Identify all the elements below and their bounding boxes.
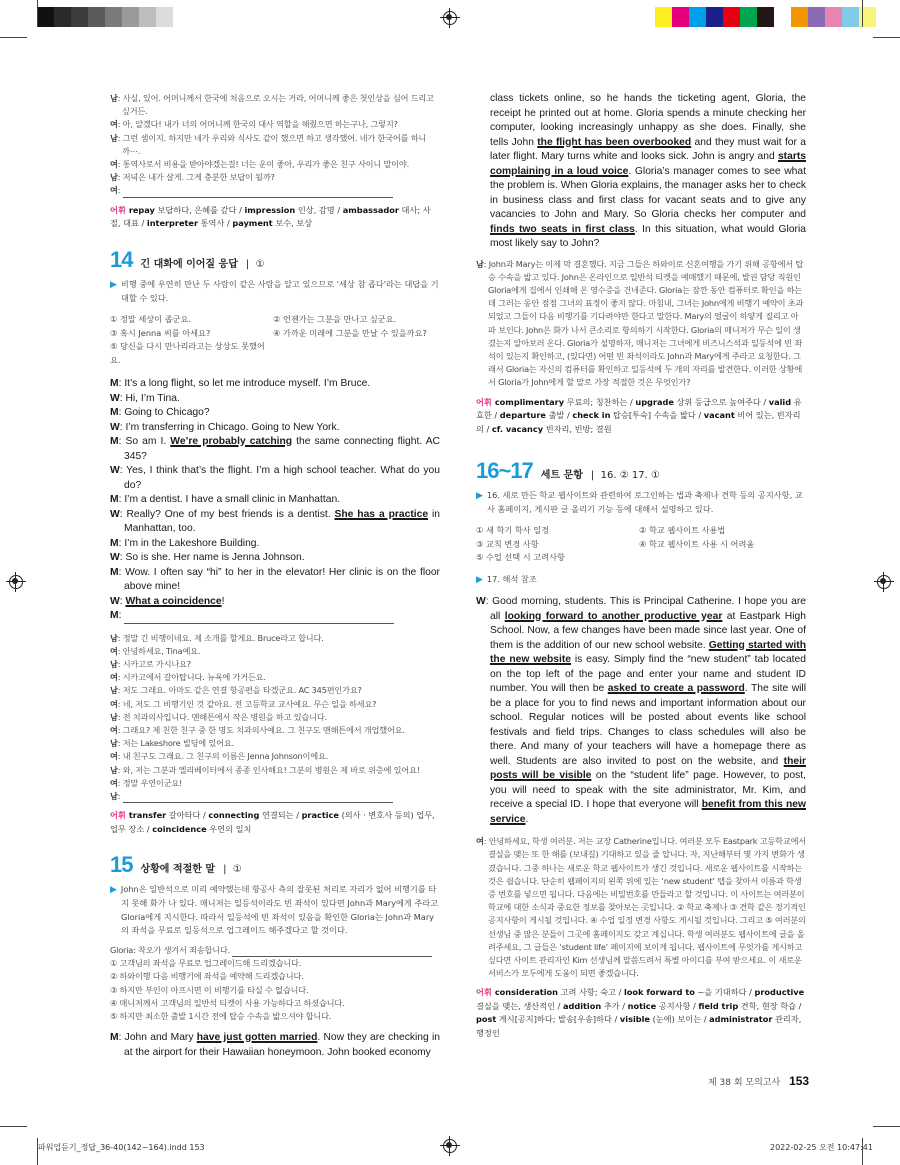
speaker-label: 남	[476, 258, 484, 269]
answer-option: ① 새 학기 학사 일정	[476, 525, 550, 536]
vocab-term: notice	[627, 1000, 657, 1011]
dialogue-line: W: Yes, I think that’s the flight. I’m a high school teacher. What do you do?	[110, 465, 440, 491]
line-text: !	[221, 595, 225, 607]
vocab-meaning: 무료의; 칭찬하는	[566, 396, 628, 407]
key-phrase: looking forward to another productive year	[504, 610, 723, 622]
color-swatch	[825, 7, 842, 27]
line-text: the same connecting flight. AC 345?	[124, 436, 440, 462]
speaker-label: 여	[110, 698, 118, 709]
dialogue-line: W: Really? One of my best friends is a dentist. She has a practice in Manhattan, too.	[110, 508, 440, 535]
line-text: John and Mary	[124, 1032, 197, 1044]
vocab-term: valid	[768, 396, 792, 407]
speaker-label: M	[110, 537, 119, 549]
answer-option: ⑤ 당신을 다시 만나리라고는 상상도 못했어요.	[110, 341, 265, 365]
speaker-label: 남	[110, 790, 118, 801]
speaker-label: M	[110, 1032, 119, 1044]
line-text: 정말 우연이군요!	[122, 777, 183, 788]
vocab-meaning: 비어 있는, 빈자리의	[476, 410, 801, 434]
vocab-meaning: 통역사	[200, 218, 225, 229]
color-bar-left	[37, 7, 173, 27]
line-text: 와, 저는 그분과 엘리베이터에서 종종 인사해요! 그분의 병원은 제 바로 위층에 있어요!	[122, 764, 420, 775]
dialogue-line: 여: 아, 알겠다! 내가 너의 어머니께 한국의 대사 역할을 해줬으면 하는구나, 그렇지?	[110, 119, 398, 130]
vocab-meaning: 탑승[투숙] 수속을 밟다	[613, 410, 696, 421]
line-text: 그래요? 제 친한 친구 중 한 명도 치과의사예요. 그 친구도 맨해튼에서 개업했어요.	[122, 724, 405, 735]
script-text: class tickets online, so he hands the ticketing agent, Gloria, the receipt he printed out at home. Gloria spends a minute checking her computer, looking increasingly unhappy as she does. Finally, she tells John	[490, 93, 806, 148]
dialogue-line: W: So is she. Her name is Jenna Johnson.	[110, 552, 305, 564]
crop-mark	[862, 0, 863, 27]
vocab-meaning: 공지사항	[658, 1000, 691, 1011]
answer-option: ③ 혹시 Jenna 씨를 아세요?	[110, 327, 211, 338]
color-swatch	[655, 7, 672, 27]
vocab-term: administrator	[709, 1014, 773, 1025]
color-swatch	[105, 7, 122, 27]
line-text: I’m a dentist. I have a small clinic in Manhattan.	[124, 494, 341, 506]
file-slug: 파워업듣기_정답_36-40(142~164).indd 153	[38, 1143, 205, 1152]
speaker-label: W	[110, 465, 120, 477]
q16-17-vocabulary: 어휘 consideration 고려 사항; 숙고 / look forward to ~을 기대하다 / productive 결실을 맺는, 생산적인 / addition 추가 / notice 공지사항 / field trip 견학, 현장 학습 / post 게시[공지]하다; 발송[우송]하다 / visible (눈에) 보이는 / administrator 관리자, 행정인	[476, 987, 805, 1038]
triangle-bullet-icon: ▶	[110, 885, 117, 896]
question-type: 상황에 적절한 말	[140, 864, 216, 876]
script-text: Good morning, students. This is Principal Catherine. I hope you are all	[490, 596, 806, 622]
vocab-term: addition	[562, 1000, 602, 1011]
triangle-bullet-icon: ▶	[476, 491, 483, 502]
vocab-term: visible	[619, 1014, 650, 1025]
answer-option: ② 하와이행 다음 비행기에 좌석을 예약해 드리겠습니다.	[110, 971, 304, 982]
q14-vocabulary: 어휘 transfer 갈아타다 / connecting 연결되는 / practice (의사 · 변호사 등의) 업무, 업무 장소 / coincidence 우연의 일치	[110, 810, 435, 834]
vocab-meaning: (눈에) 보이는	[652, 1014, 702, 1025]
speaker-label: 남	[110, 711, 118, 722]
triangle-bullet-icon: ▶	[476, 574, 483, 585]
vocab-label: 어휘	[476, 396, 492, 407]
speaker-label: W	[110, 508, 120, 520]
answer-option: ① 정말 세상이 좁군요.	[110, 314, 192, 325]
key-phrase: finds two seats in first class	[490, 223, 635, 235]
q15-explanation: ▶ John은 일반석으로 미리 예약했는데 항공사 측의 잘못된 처리로 자리가 없어 비행기를 타지 못해 화가 나 있다. 매니저는 일등석이라도 빈 좌석이 있다면 John과 Mary에게 주라고 Gloria에게 지시한다. 따라서 일등석에 빈 좌석이 있음을 확인한 Gloria는 John과 Mary의 좌석을 무료로 일등석으로 업그레이드 해주겠다고 할 것이다.	[110, 884, 439, 935]
speaker-label: M	[110, 566, 119, 578]
script-text: at Eastpark High School. Now, a few changes have been made since last year. One of them is the addition of our new school website.	[490, 610, 806, 651]
dialogue-line: M: So am I. We’re probably catching the same connecting flight. AC 345?	[110, 436, 440, 462]
speaker-label: 여	[476, 836, 484, 847]
q15-script-continued	[476, 92, 806, 252]
color-swatch	[757, 7, 774, 27]
line-text: Really? One of my best friends is a dentist.	[126, 508, 335, 520]
color-swatch	[842, 7, 859, 27]
color-swatch	[156, 7, 173, 27]
q16-explanation: ▶ 16. 새로 만든 학교 웹사이트와 관련하여 로그인하는 법과 축제나 견학 등의 공지사항, 교사 홈페이지, 게시판 글 올리기 기능 등에 대해서 설명하고 있다.	[476, 490, 803, 515]
color-swatch	[808, 7, 825, 27]
script-text: is easy. Simply find the “new student” tab located on the top left of the page and enter your name and student ID number. You will then be	[490, 654, 806, 695]
vocab-meaning: 결실을 맺는, 생산적인	[476, 1000, 555, 1011]
line-text: 내 친구도 그래요. 그 친구의 이름은 Jenna Johnson이에요.	[122, 751, 329, 762]
speaker-label: 남	[110, 172, 118, 183]
q15-script-start	[110, 1031, 440, 1060]
dialogue-line: M: I’m a dentist. I have a small clinic in Manhattan.	[110, 494, 341, 506]
script-text: . In this situation, what would Gloria most likely say to John?	[490, 223, 806, 249]
speaker-label: M	[110, 494, 119, 506]
dialogue-line: M: I’m in the Lakeshore Building.	[110, 537, 260, 549]
color-swatch	[88, 7, 105, 27]
q17-explanation: ▶ 17. 해석 참조	[476, 573, 537, 585]
vocab-term: check in	[572, 410, 611, 421]
line-text: 정말 긴 비행이네요. 제 소개를 할게요. Bruce라고 합니다.	[122, 632, 324, 643]
vocab-term: repay	[128, 204, 155, 215]
speaker-label: 여	[110, 672, 118, 683]
dialogue-line: 남: 와, 저는 그분과 엘리베이터에서 종종 인사해요! 그분의 병원은 제 바로 위층에 있어요!	[110, 764, 420, 775]
color-swatch	[139, 7, 156, 27]
q16-17-script: W: Good morning, students. This is Principal Catherine. I hope you are all looking forward to another productive year at Eastpark High School. Now, a few changes have been made since last year. One of them is the addition of our new school website. Getting started with the new website is easy. Simply find the “new student” tab located on the top left of the page and enter your name and student ID number. You will then be asked to create a password. The site will be a place for you to find news and important information about our school. Regular notices will be posted about events like school festivals and field trips. Changes to class schedules will also be there. And many of your teachers will have a homepage there as well. Students are also invited to post on the website, and their posts will be visible on the “student life” page. However, to post, you will need to speak with the site administrator, Mr. Kim, and receive a special ID. I hope that everyone will benefit from this new service.	[476, 596, 807, 825]
line-text: . Now they are checking in at the airport for their Hawaiian honeymoon. John booked economy	[124, 1032, 440, 1058]
vocab-term: productive	[754, 987, 805, 998]
line-text: Going to Chicago?	[124, 407, 210, 419]
answer-option: ④ 가까운 미래에 그분을 만날 수 있을까요?	[273, 327, 427, 338]
answer-option: ⑤ 수업 선택 시 고려사항	[476, 552, 565, 563]
vocab-meaning: 대사; 사절, 대표	[110, 204, 431, 229]
vocab-term: departure	[499, 410, 546, 421]
line-text: 네, 저도 그 비행기인 것 같아요. 전 고등학교 교사예요. 무슨 일을 하세요?	[122, 698, 377, 709]
speaker-label: M	[110, 610, 119, 622]
vocab-meaning: 상위 등급으로 높여주다	[676, 396, 761, 407]
speaker-label: 남	[110, 764, 118, 775]
q15-options	[110, 957, 440, 1023]
crop-mark	[0, 1126, 27, 1127]
key-phrase: She has a practice	[334, 508, 429, 520]
vocab-meaning: 빈자리, 빈방; 결원	[545, 423, 612, 434]
speaker-label: 남	[110, 685, 118, 696]
line-text: 저는 Lakeshore 빌딩에 있어요.	[122, 738, 234, 749]
key-phrase: their posts will be visible	[490, 755, 806, 782]
script-text: on the “student life” page. However, to post, you will need to speak with the site administrator, Mr. Kim, and receive a special ID. I hope that everyone will	[490, 770, 806, 811]
vocab-meaning: (의사 · 변호사 등의) 업무, 업무 장소	[110, 810, 435, 834]
line-text: So am I.	[125, 436, 171, 448]
line-text: 아, 알겠다! 내가 너의 어머니께 한국의 대사 역할을 해줬으면 하는구나, 그렇지?	[122, 119, 398, 130]
dialogue-line: 여: 네, 저도 그 비행기인 것 같아요. 전 고등학교 교사예요. 무슨 일을 하세요?	[110, 698, 377, 709]
line-text: 시카고로 가시나요?	[122, 658, 191, 669]
speaker-label: W	[110, 392, 120, 404]
key-phrase: have just gotten married	[196, 1032, 318, 1044]
key-phrase: Getting started with the new website	[490, 639, 806, 666]
question-number: 14	[110, 246, 133, 272]
speaker-label: M	[110, 378, 119, 390]
question-number: 15	[110, 852, 133, 878]
answer-blank	[124, 613, 394, 624]
vocab-meaning: 연결되는	[261, 810, 294, 821]
print-timestamp: 2022-02-25 오전 10:47:41	[770, 1143, 873, 1152]
crop-mark	[873, 1126, 900, 1127]
q13-vocabulary: 어휘 repay 보답하다, 은혜를 갚다 / impression 인상, 감명 / ambassador 대사; 사절, 대표 / interpreter 통역사 / payment 보수, 보상	[110, 204, 431, 229]
line-text: in Manhattan, too.	[124, 508, 440, 535]
dialogue-line: 여: 그래요? 제 친한 친구 중 한 명도 치과의사예요. 그 친구도 맨해튼에서 개업했어요.	[110, 724, 405, 735]
exam-label: 제 38 회 모의고사	[708, 1078, 781, 1088]
triangle-bullet-icon: ▶	[110, 279, 117, 290]
key-phrase: We’re probably catching	[170, 436, 293, 448]
speaker-label: 남	[110, 658, 118, 669]
vocab-term: vacant	[703, 410, 735, 421]
dialogue-line: 남: 시카고로 가시나요?	[110, 658, 191, 669]
speaker-label: 남	[110, 738, 118, 749]
q13-korean-translation	[110, 92, 440, 198]
page-footer	[708, 1074, 809, 1088]
color-swatch	[706, 7, 723, 27]
dialogue-line: 여: 시카고에서 갈아탑니다. 뉴욕에 가거든요.	[110, 672, 266, 683]
q15-korean-translation	[476, 258, 806, 390]
line-text: It’s a long flight, so let me introduce myself. I’m Bruce.	[124, 378, 371, 390]
vocab-term: cf. vacancy	[491, 423, 544, 434]
q14-dialogue	[110, 377, 440, 624]
line-text: So is she. Her name is Jenna Johnson.	[125, 552, 305, 564]
vocab-meaning: 우연의 일치	[209, 823, 252, 834]
dialogue-line: M: It’s a long flight, so let me introduce myself. I’m Bruce.	[110, 378, 371, 390]
vocab-term: upgrade	[635, 396, 674, 407]
script-text: . The site will be a place for you to find news and important information about our school. Regular notices will be posted about events like school festivals and field trips. Changes to class schedules will also be there. And many of your teachers will have a homepage there as well. Students are also invited to post on the website, and	[490, 683, 807, 767]
line-text: Yes, I think that’s the flight. I’m a high school teacher. What do you do?	[124, 465, 440, 491]
speaker-label: 여	[110, 119, 118, 130]
speaker-label: 여	[110, 724, 118, 735]
vocab-label: 어휘	[476, 987, 492, 998]
vocab-meaning: 인상, 감명	[297, 204, 335, 215]
vocab-meaning: ~을 기대하다	[697, 987, 747, 998]
dialogue-line: W: Hi, I’m Tina.	[110, 392, 180, 404]
dialogue-line: 남: 그런 셈이지. 하지만 네가 우리와 식사도 같이 했으면 하고 생각했어. 네가 한국어를 하니까⋯.	[110, 132, 427, 156]
dialogue-line: 남: 저는 Lakeshore 빌딩에 있어요.	[110, 738, 234, 749]
answer-option: ② 학교 웹사이트 사용법	[639, 525, 726, 536]
question-type: 세트 문항	[540, 470, 583, 482]
dialogue-line: 여: 안녕하세요, Tina예요.	[110, 645, 201, 656]
dialogue-line: M:	[110, 609, 440, 624]
vocab-meaning: 유효한	[476, 396, 802, 421]
vocab-meaning: 관리자, 행정인	[476, 1014, 802, 1038]
q15-prompt: Gloria: 착오가 생겨서 죄송합니다.	[110, 944, 440, 957]
speaker-label: 여	[110, 777, 118, 788]
line-text: I’m in the Lakeshore Building.	[124, 537, 260, 549]
speaker-label: 여	[110, 645, 118, 656]
crop-mark	[873, 37, 900, 38]
answer-option: ② 언젠가는 그분을 만나고 싶군요.	[273, 314, 397, 325]
color-swatch	[723, 7, 740, 27]
page-number: 153	[789, 1074, 810, 1088]
speaker-label: 여	[110, 159, 118, 170]
q16-options	[476, 524, 806, 565]
key-phrase: starts complaining in a loud voice	[490, 151, 806, 177]
dialogue-line: 남:	[110, 790, 440, 803]
line-text: Wow. I often say “hi” to her in the elevator! Her clinic is on the floor above mine!	[124, 566, 440, 593]
dialogue-line: 남: 정말 긴 비행이네요. 제 소개를 할게요. Bruce라고 합니다.	[110, 632, 324, 643]
line-text: 사실, 있어. 어머니께서 한국에 처음으로 오시는 거라, 어머니께 좋은 첫인상을 심어 드리고 싶거든.	[122, 93, 434, 117]
speaker-label: 남	[110, 632, 118, 643]
vocab-term: impression	[244, 204, 296, 215]
q15-heading	[110, 852, 440, 878]
line-text: I’m transferring in Chicago. Going to New York.	[125, 421, 340, 433]
left-column	[110, 92, 440, 1060]
q16-17-korean-translation	[476, 835, 806, 980]
color-bar-right	[655, 7, 876, 27]
speaker-label: W	[110, 421, 120, 433]
speaker-label: 여	[110, 751, 118, 762]
answer-blank	[123, 187, 393, 198]
registration-mark-left	[6, 572, 26, 592]
speaker-label: W	[110, 595, 120, 607]
speaker-label: M	[110, 436, 119, 448]
vocab-meaning: 보답하다, 은혜를 갚다	[157, 204, 237, 215]
question-number: 16~17	[476, 458, 533, 484]
line-text: 안녕하세요, Tina예요.	[122, 645, 201, 656]
vocab-meaning: 견학, 현장 학습	[740, 1000, 797, 1011]
question-type: 긴 대화에 이어질 응답	[140, 258, 238, 270]
script-text: . Gloria’s manager comes to see what the problem is. When Gloria explains, the manager asks her to check in business class and first class for vacant seats and to give any vacancies to John and Mary. So Gloria checks her computer and	[490, 165, 806, 220]
vocab-label: 어휘	[110, 810, 126, 821]
answer-option: ④ 학교 웹사이트 사용 시 어려움	[639, 538, 755, 549]
dialogue-line: W: I’m transferring in Chicago. Going to New York.	[110, 421, 340, 433]
speaker-label: 남	[110, 93, 118, 103]
speaker-label: M	[110, 407, 119, 419]
line-text: Hi, I’m Tina.	[125, 392, 180, 404]
registration-mark-right	[874, 572, 894, 592]
color-swatch	[689, 7, 706, 27]
vocab-meaning: 출발	[548, 410, 565, 421]
dialogue-line: 남: 전 치과의사입니다. 맨해튼에서 작은 병원을 하고 있습니다.	[110, 711, 327, 722]
vocab-meaning: 보수, 보상	[275, 218, 313, 229]
answer-option: ① 고객님의 좌석을 무료로 업그레이드해 드리겠습니다.	[110, 958, 302, 969]
key-phrase: the flight has been overbooked	[537, 136, 692, 148]
vocab-label: 어휘	[110, 204, 126, 215]
key-phrase: benefit from this new service	[490, 799, 806, 825]
translation-paragraph: 여: 안녕하세요, 학생 여러분. 저는 교장 Catherine입니다. 여러분 모두 Eastpark 고등학교에서 결실을 맺는 또 한 해를 (보내길) 기대하고 있을 줄 압니다. 자, 지난해부터 몇 가지 변화가 생겼습니다. 그중 하나는 새로운 학교 웹사이트가 생긴 것입니다. 새로운 웹사이트를 시작하는 것은 쉽습니다. 단순히 웹페이지의 왼쪽 위에 있는 ‘new student’ 탭을 찾아서 이름과 학생증 번호를 넣으면 됩니다. 다음에는 비밀번호를 만들라고 할 것입니다. 이 사이트는 여러분이 학교에 대한 소식과 중요한 정보를 찾아보는 곳입니다. ② 학교 축제나 ③ 견학 같은 정기적인 공지사항이 게시될 것입니다. ④ 수업 일정 변경 사항도 게시될 것입니다. 그리고 ⑤ 여러분의 선생님 중 많은 분들이 그곳에 홈페이지도 갖고 계십니다. 학생 여러분도 웹사이트에 글을 올려주세요, 그 글들은 ‘student life’ 페이지에 보이게 됩니다. 웹사이트에 무엇가를 게시하고 싶다면 사이트 관리자인 Kim 선생님께 말씀드려서 특별 아이디를 부여 받으세요. 이 새로운 서비스가 모두에게 도움이 되면 좋겠습니다.	[476, 836, 807, 979]
vocab-term: post	[476, 1014, 497, 1025]
color-swatch	[71, 7, 88, 27]
dialogue-line: 남: 저도 그래요. 아마도 같은 연결 항공편을 타겠군요. AC 345편인가요?	[110, 685, 362, 696]
vocab-term: practice	[301, 810, 339, 821]
key-phrase: asked to create a password	[607, 683, 745, 695]
vocab-term: transfer	[128, 810, 167, 821]
dialogue-line: M: Wow. I often say “hi” to her in the elevator! Her clinic is on the floor above mine!	[110, 566, 440, 593]
answer-blank	[123, 792, 393, 803]
q14-heading	[110, 247, 440, 273]
color-swatch	[740, 7, 757, 27]
registration-mark-top	[440, 8, 460, 28]
dialogue-line: 여: 내 친구도 그래요. 그 친구의 이름은 Jenna Johnson이에요.	[110, 751, 329, 762]
line-text: 저도 그래요. 아마도 같은 연결 항공편을 타겠군요. AC 345편인가요?	[122, 685, 362, 696]
vocab-term: coincidence	[152, 823, 207, 834]
dialogue-line: 여:	[110, 184, 440, 197]
vocab-meaning: 갈아타다	[168, 810, 201, 821]
vocab-term: ambassador	[342, 204, 399, 215]
vocab-meaning: 추가	[603, 1000, 620, 1011]
q14-korean-translation	[110, 632, 440, 804]
color-swatch	[791, 7, 808, 27]
crop-mark	[37, 0, 38, 27]
answer-key: | ①	[223, 864, 242, 876]
vocab-term: payment	[232, 218, 273, 229]
q15-vocabulary: 어휘 complimentary 무료의; 칭찬하는 / upgrade 상위 등급으로 높여주다 / valid 유효한 / departure 출발 / check in 탑승[투숙] 수속을 밟다 / vacant 비어 있는, 빈자리의 / cf. vacancy 빈자리, 빈방; 결원	[476, 396, 802, 434]
answer-key: | 16. ② 17. ①	[590, 470, 660, 482]
answer-option: ③ 하지만 부인이 아프시면 이 비행기를 타실 수 없습니다.	[110, 984, 309, 995]
answer-option: ④ 매니저께서 고객님의 일반석 티켓이 사용 가능하다고 하셨습니다.	[110, 997, 345, 1008]
q14-options	[110, 313, 440, 367]
color-swatch	[37, 7, 54, 27]
color-swatch	[54, 7, 71, 27]
line-text: 그런 셈이지. 하지만 네가 우리와 식사도 같이 했으면 하고 생각했어. 네가 한국어를 하니까⋯.	[122, 132, 427, 156]
answer-key: | ①	[245, 258, 265, 270]
q16-17-heading	[476, 458, 806, 484]
line-text: 저녁은 내가 살게. 그게 충분한 보답이 될까?	[122, 172, 275, 183]
vocab-term: look forward to	[623, 987, 695, 998]
key-phrase: What a coincidence	[125, 595, 222, 607]
vocab-term: consideration	[494, 987, 558, 998]
answer-option: ⑤ 하지만 최소한 출발 1시간 전에 탑승 수속을 밟으셔야 합니다.	[110, 1011, 332, 1021]
dialogue-line: M: Going to Chicago?	[110, 407, 210, 419]
answer-option: ③ 교칙 변경 사항	[476, 538, 539, 549]
color-swatch	[672, 7, 689, 27]
vocab-term: connecting	[208, 810, 260, 821]
color-swatch	[774, 7, 791, 27]
speaker-label: 여	[110, 185, 118, 196]
crop-mark	[0, 37, 27, 38]
script-text: .	[525, 813, 529, 825]
translation-text: John과 Mary는 이제 막 결혼했다. 지금 그들은 하와이로 신혼여행을 가기 위해 공항에서 탑승 수속을 밟고 있다. John은 온라인으로 일반석 티켓을 예매했기 때문에, 발권 담당 직원인 Gloria에게 집에서 인쇄해 온 영수증을 건네준다. Gloria는 잠깐 동안 컴퓨터로 확인을 하는데 그러는 동안 점점 그녀의 표정이 좋지 않다. 마침내, 그녀는 John에게 비행기 예약이 초과되었고 그들이 다음 비행기를 기다려야만 한다고 말한다. Mary의 얼굴이 하얗게 질리고 아파 보인다. John은 화가 나서 큰소리로 항의하기 시작한다. Gloria의 매니저가 무슨 일이 생겼는지 알아보러 온다. Gloria가 설명하자, 매니저는 그녀에게 비즈니스석과 일등석에 빈 좌석이 있는지 확인하고, (있다면) 어떤 빈 좌석이라도 John과 Mary에게 주라고 요청한다. 그래서 Gloria는 자신의 컴퓨터를 확인하고 일등석에 두 개의 자리를 발견한다. 이러한 상황에서 Gloria가 John에게 할 말로 가장 적절한 것은 무엇인가?	[488, 258, 804, 388]
line-text: 통역사로서 비용을 받아야겠는걸! 너는 운이 좋아, 우리가 좋은 친구 사이니 말이야.	[122, 159, 410, 170]
speaker-label: W	[110, 552, 120, 564]
q14-explanation: ▶ 비행 중에 우연히 만난 두 사람이 같은 사람을 알고 있으므로 '세상 참 좁다'라는 대답을 기대할 수 있다.	[110, 278, 439, 303]
vocab-term: complimentary	[494, 396, 565, 407]
dialogue-line: 여: 정말 우연이군요!	[110, 777, 183, 788]
vocab-term: field trip	[698, 1000, 739, 1011]
speaker-label: 남	[110, 132, 118, 143]
vocab-meaning: 게시[공지]하다; 발송[우송]하다	[498, 1014, 612, 1025]
dialogue-line: 남: 저녁은 내가 살게. 그게 충분한 보답이 될까?	[110, 172, 275, 183]
registration-mark-bottom	[440, 1136, 460, 1156]
translation-paragraph: 남: John과 Mary는 이제 막 결혼했다. 지금 그들은 하와이로 신혼여행을 가기 위해 공항에서 탑승 수속을 밟고 있다. John은 온라인으로 일반석 티켓을 예매했기 때문에, 발권 담당 직원인 Gloria에게 집에서 인쇄해 온 영수증을 건네준다. Gloria는 잠깐 동안 컴퓨터로 확인을 하는데 그러는 동안 점점 그녀의 표정이 좋지 않다. 마침내, 그녀는 John에게 비행기 예약이 초과되었고 그들이 다음 비행기를 기다려야만 한다고 말한다. Mary의 얼굴이 하얗게 질리고 아파 보인다. John은 화가 나서 큰소리로 항의하기 시작한다. Gloria의 매니저가 무슨 일이 생겼는지 알아보러 온다. Gloria가 설명하자, 매니저는 그녀에게 비즈니스석과 일등석에 빈 좌석이 있는지 확인하고, (있다면) 어떤 빈 좌석이라도 John과 Mary에게 주라고 요청한다. 그래서 Gloria는 자신의 컴퓨터를 확인하고 일등석에 두 개의 자리를 발견한다. 이러한 상황에서 Gloria가 John에게 할 말로 가장 적절한 것은 무엇인가?	[476, 258, 804, 388]
vocab-term: interpreter	[146, 218, 199, 229]
translation-text: 안녕하세요, 학생 여러분. 저는 교장 Catherine입니다. 여러분 모두 Eastpark 고등학교에서 결실을 맺는 또 한 해를 (보내길) 기대하고 있을 줄 압니다. 자, 지난해부터 몇 가지 변화가 생겼습니다. 그중 하나는 새로운 학교 웹사이트가 생긴 것입니다. 새로운 웹사이트를 시작하는 것은 쉽습니다. 단순히 웹페이지의 왼쪽 위에 있는 ‘new student’ 탭을 찾아서 이름과 학생증 번호를 넣으면 됩니다. 다음에는 비밀번호를 만들라고 할 것입니다. 이 사이트는 여러분이 학교에 대한 소식과 중요한 정보를 찾아보는 곳입니다. ② 학교 축제나 ③ 견학 같은 정기적인 공지사항이 게시될 것입니다. ④ 수업 일정 변경 사항도 게시될 것입니다. 그리고 ⑤ 여러분의 선생님 중 많은 분들이 그곳에 홈페이지도 갖고 계십니다. 학생 여러분도 웹사이트에 글을 올려주세요, 그 글들은 ‘student life’ 페이지에 보이게 됩니다. 웹사이트에 무엇가를 게시하고 싶다면 사이트 관리자인 Kim 선생님께 말씀드려서 특별 아이디를 부여 받으세요. 이 새로운 서비스가 모두에게 도움이 되면 좋겠습니다.	[488, 836, 807, 979]
dialogue-line: 여: 통역사로서 비용을 받아야겠는걸! 너는 운이 좋아, 우리가 좋은 친구 사이니 말이야.	[110, 159, 410, 170]
line-text: 시카고에서 갈아탑니다. 뉴욕에 가거든요.	[122, 672, 266, 683]
script-text: and they must wait for a later flight. Mary turns white and looks sick. John is angry and	[490, 136, 806, 162]
dialogue-line: 남: 사실, 있어. 어머니께서 한국에 처음으로 오시는 거라, 어머니께 좋은 첫인상을 심어 드리고 싶거든.	[110, 93, 434, 117]
right-column	[476, 92, 806, 1040]
dialogue-line: W: What a coincidence!	[110, 595, 225, 607]
line-text: 전 치과의사입니다. 맨해튼에서 작은 병원을 하고 있습니다.	[122, 711, 327, 722]
speaker-label: W	[476, 596, 486, 608]
dialogue-line: M: John and Mary have just gotten married. Now they are checking in at the airport for their Hawaiian honeymoon. John booked economy	[110, 1032, 440, 1058]
color-swatch	[122, 7, 139, 27]
vocab-meaning: 고려 사항; 숙고	[560, 987, 616, 998]
